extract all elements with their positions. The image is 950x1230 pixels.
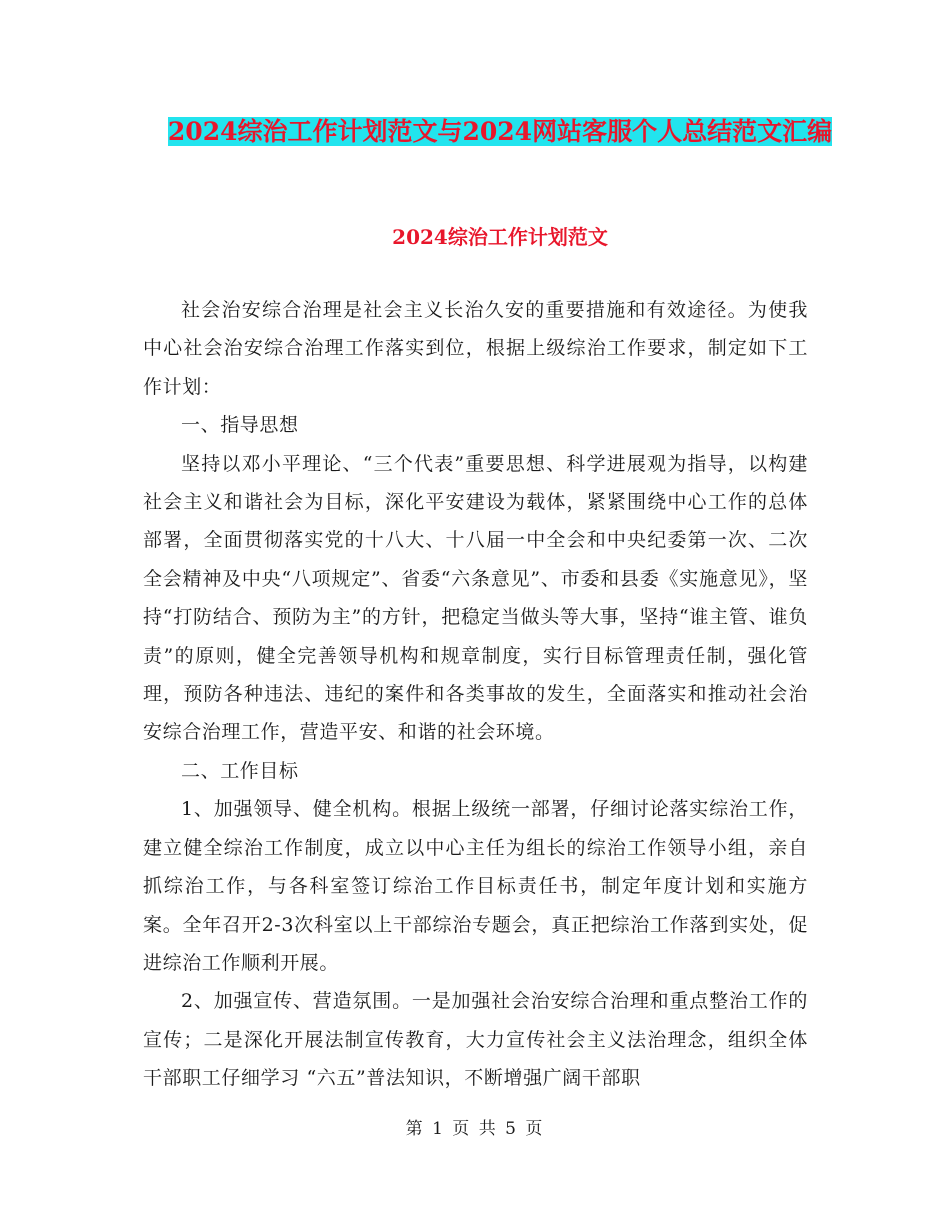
paragraph-goal-1: 1、加强领导、健全机构。根据上级统一部署，仔细讨论落实综治工作，建立健全综治工作制度，成立以中心主任为组长的综治工作领导小组，亲自抓综治工作，与各科室签订综治工作目标责任书，制定年度计划和实施方案。全年召开2-3次科室以上干部综治专题会，真正把综治工作落到实处，促进综治工作顺利开展。: [143, 798, 808, 974]
paragraph-intro: 社会治安综合治理是社会主义长治久安的重要措施和有效途径。为使我中心社会治安综合治理工作落实到位，根据上级综治工作要求，制定如下工作计划：: [143, 299, 808, 398]
document-title-text: 2024综治工作计划范文与2024网站客服个人总结范文汇编: [167, 117, 833, 146]
paragraph-goal-2: 2、加强宣传、营造氛围。一是加强社会治安综合治理和重点整治工作的宣传；二是深化开展法制宣传教育，大力宣传社会主义法治理念，组织全体干部职工仔细学习 “六五”普法知识，不断增强广阔干部职: [143, 990, 808, 1090]
document-title: [140, 112, 860, 152]
document-body: [143, 291, 808, 1098]
heading-guiding-ideology: 一、指导思想: [181, 414, 299, 437]
section-title: 2024综治工作计划范文: [392, 225, 608, 249]
heading-work-goals: 二、工作目标: [181, 759, 299, 782]
paragraph-guiding-ideology: 坚持以邓小平理论、“三个代表”重要思想、科学进展观为指导，以构建社会主义和谐社会为目标，深化平安建设为载体，紧紧围绕中心工作的总体部署，全面贯彻落实党的十八大、十八届一中全会和中央纪委第一次、二次全会精神及中央“八项规定”、省委“六条意见”、市委和县委《实施意见》，坚持“打防结合、预防为主”的方针，把稳定当做头等大事，坚持“谁主管、谁负责”的原则，健全完善领导机构和规章制度，实行目标管理责任制，强化管理，预防各种违法、违纪的案件和各类事故的发生，全面落实和推动社会治安综合治理工作，营造平安、和谐的社会环境。: [143, 452, 808, 744]
page-footer: 第 1 页 共 5 页: [405, 1119, 545, 1139]
